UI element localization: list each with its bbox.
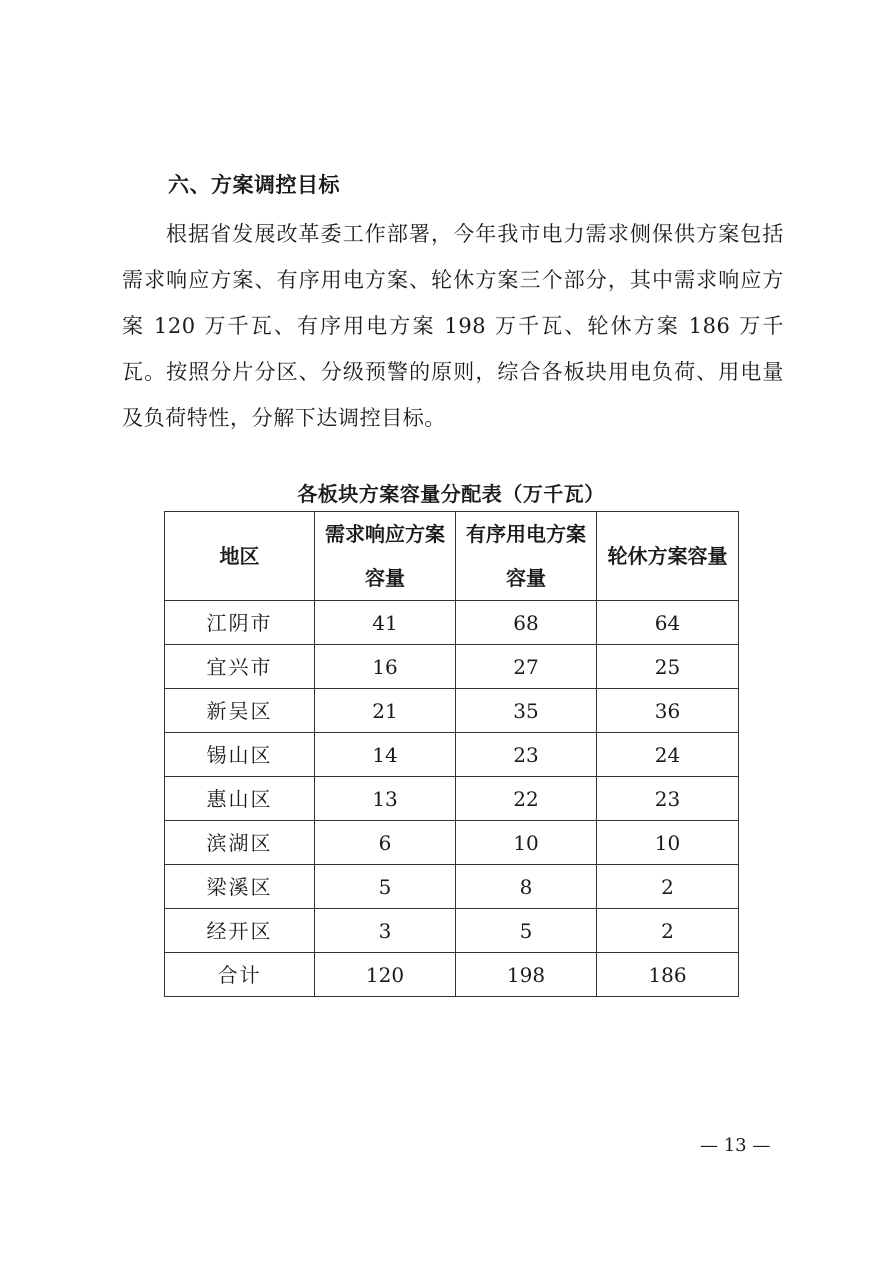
demand-response-cell: 3: [315, 909, 456, 953]
region-cell: 宜兴市: [165, 645, 315, 689]
table-row: [165, 777, 739, 821]
region-cell: 滨湖区: [165, 821, 315, 865]
region-cell: 经开区: [165, 909, 315, 953]
region-cell: 江阴市: [165, 601, 315, 645]
demand-response-cell: 41: [315, 601, 456, 645]
region-cell: 新吴区: [165, 689, 315, 733]
rotation-cell: 36: [597, 689, 739, 733]
orderly-power-cell: 35: [456, 689, 597, 733]
page-number: — 13 —: [700, 1135, 771, 1156]
header-orderly-power: 有序用电方案容量: [456, 512, 597, 601]
rotation-cell: 23: [597, 777, 739, 821]
demand-response-cell: 13: [315, 777, 456, 821]
body-paragraph: 根据省发展改革委工作部署，今年我市电力需求侧保供方案包括需求响应方案、有序用电方案、轮休方案三个部分，其中需求响应方案 120 万千瓦、有序用电方案 198 万千瓦、轮休方案 186 万千瓦。按照分片分区、分级预警的原则，综合各板块用电负荷、用电量及负荷特性，分解下达调控目标。: [122, 222, 784, 430]
orderly-power-cell: 22: [456, 777, 597, 821]
orderly-power-cell: 23: [456, 733, 597, 777]
orderly-power-cell: 5: [456, 909, 597, 953]
demand-response-cell: 16: [315, 645, 456, 689]
region-cell: 梁溪区: [165, 865, 315, 909]
table-header-row: [165, 512, 739, 601]
region-cell: 惠山区: [165, 777, 315, 821]
rotation-cell: 10: [597, 821, 739, 865]
rotation-cell: 25: [597, 645, 739, 689]
table-total-row: [165, 953, 739, 997]
rotation-cell: 24: [597, 733, 739, 777]
orderly-power-cell: 68: [456, 601, 597, 645]
demand-response-cell: 21: [315, 689, 456, 733]
orderly-power-cell: 27: [456, 645, 597, 689]
table-row: [165, 733, 739, 777]
demand-response-cell: 14: [315, 733, 456, 777]
rotation-cell: 2: [597, 865, 739, 909]
section-heading: 六、方案调控目标: [168, 173, 340, 197]
table-row: [165, 821, 739, 865]
demand-response-total-cell: 120: [315, 953, 456, 997]
orderly-power-cell: 10: [456, 821, 597, 865]
table-row: [165, 909, 739, 953]
header-region: 地区: [165, 512, 315, 601]
header-rotation: 轮休方案容量: [597, 512, 739, 601]
demand-response-cell: 5: [315, 865, 456, 909]
rotation-cell: 2: [597, 909, 739, 953]
table-row: [165, 689, 739, 733]
rotation-total-cell: 186: [597, 953, 739, 997]
orderly-power-total-cell: 198: [456, 953, 597, 997]
rotation-cell: 64: [597, 601, 739, 645]
table-row: [165, 645, 739, 689]
orderly-power-cell: 8: [456, 865, 597, 909]
table-caption: 各板块方案容量分配表（万千瓦）: [297, 482, 605, 506]
capacity-allocation-table: [164, 511, 739, 997]
total-label-cell: 合计: [165, 953, 315, 997]
table-row: [165, 601, 739, 645]
region-cell: 锡山区: [165, 733, 315, 777]
demand-response-cell: 6: [315, 821, 456, 865]
table-row: [165, 865, 739, 909]
header-demand-response: 需求响应方案容量: [315, 512, 456, 601]
